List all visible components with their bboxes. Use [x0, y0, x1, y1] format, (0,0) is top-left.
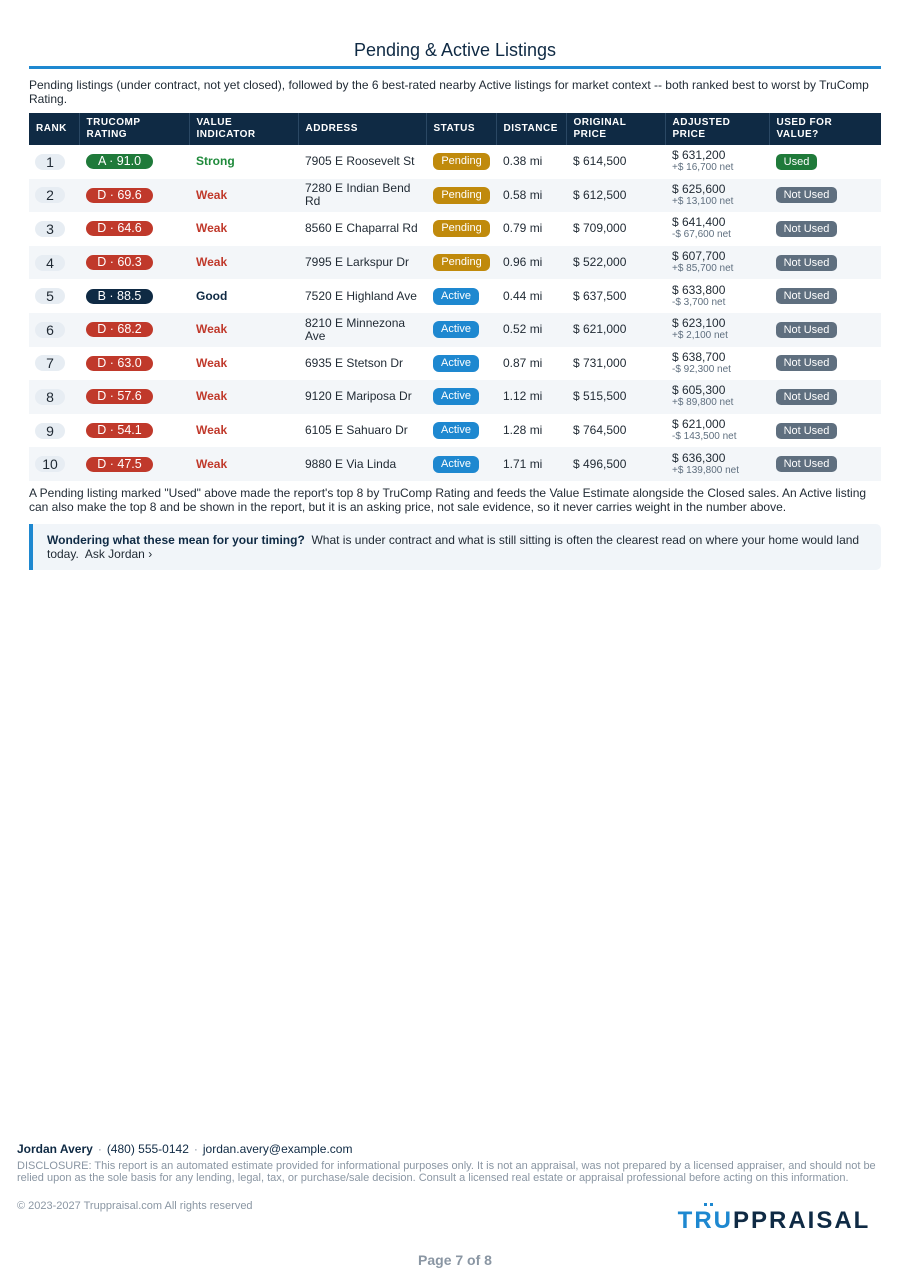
value-indicator-cell — [189, 313, 298, 347]
value-indicator: Weak — [196, 456, 228, 471]
rating-cell — [79, 347, 189, 381]
original-price-cell: $ 637,500 — [573, 288, 627, 303]
status-cell — [426, 447, 496, 481]
rank-badge: 6 — [35, 322, 65, 338]
address-cell: 8560 E Chaparral Rd — [305, 221, 418, 236]
table-row — [29, 246, 881, 280]
header-distance: DISTANCE — [496, 113, 566, 145]
value-indicator-cell — [189, 145, 298, 179]
used-for-value-cell — [769, 279, 881, 313]
rating-cell — [79, 414, 189, 448]
adjusted-price: $ 621,000 — [672, 417, 726, 432]
net-adjustment: +$ 139,800 net — [672, 464, 740, 476]
rating-cell — [79, 145, 189, 179]
used-for-value-badge: Not Used — [776, 255, 837, 271]
net-adjustment: +$ 85,700 net — [672, 263, 734, 275]
adjusted-price-cell — [665, 380, 769, 414]
value-indicator-cell — [189, 246, 298, 280]
used-for-value-badge: Not Used — [776, 456, 837, 472]
rank-cell — [29, 347, 79, 381]
original-price-cell: $ 731,000 — [573, 355, 627, 370]
rank-badge: 1 — [35, 154, 65, 170]
rank-badge: 7 — [35, 355, 65, 371]
used-for-value-cell — [769, 246, 881, 280]
trucomp-rating-badge: A · 91.0 — [86, 154, 153, 169]
used-for-value-cell — [769, 313, 881, 347]
trucomp-rating-badge: D · 47.5 — [86, 457, 153, 472]
contact-separator: · — [193, 1142, 198, 1156]
trucomp-rating-badge: D · 60.3 — [86, 255, 153, 270]
value-indicator: Weak — [196, 423, 228, 438]
header-adjusted-price: ADJUSTED PRICE — [665, 113, 769, 145]
value-indicator: Strong — [196, 154, 235, 169]
adjusted-price-cell — [665, 246, 769, 280]
rank-badge: 8 — [35, 389, 65, 405]
status-cell — [426, 279, 496, 313]
adjusted-price-cell — [665, 145, 769, 179]
rank-badge: 10 — [35, 456, 65, 472]
adjusted-price: $ 625,600 — [672, 181, 726, 196]
value-indicator: Good — [196, 288, 228, 303]
used-for-value-cell — [769, 380, 881, 414]
adjusted-price-cell — [665, 279, 769, 313]
original-price-cell: $ 496,500 — [566, 447, 665, 481]
truppraisal-logo — [658, 1203, 890, 1235]
rank-cell — [29, 145, 79, 179]
contact-separator: · — [97, 1142, 102, 1156]
value-indicator: Weak — [196, 255, 228, 270]
used-for-value-cell — [769, 414, 881, 448]
table-row — [29, 145, 881, 179]
header-original-price: ORIGINAL PRICE — [566, 113, 665, 145]
used-for-value-badge: Not Used — [776, 221, 837, 237]
distance-cell: 0.38 mi — [503, 154, 543, 169]
adjusted-price: $ 641,400 — [672, 215, 726, 230]
rating-cell — [79, 246, 189, 280]
adjusted-price-cell — [665, 447, 769, 481]
agent-email[interactable]: jordan.avery@example.com — [202, 1142, 353, 1156]
distance-cell: 0.44 mi — [503, 288, 543, 303]
address-cell: 7905 E Roosevelt St — [305, 154, 415, 169]
net-adjustment: -$ 92,300 net — [672, 363, 731, 375]
distance-cell: 1.71 mi — [496, 447, 566, 481]
original-price-cell: $ 764,500 — [573, 423, 627, 438]
timing-callout — [29, 524, 881, 570]
value-indicator: Weak — [196, 221, 228, 236]
rank-badge: 2 — [35, 187, 65, 203]
rating-cell — [79, 279, 189, 313]
header-value-indicator: VALUE INDICATOR — [189, 113, 298, 145]
address-cell: 7280 E Indian Bend Rd — [298, 179, 426, 213]
value-indicator-cell — [189, 279, 298, 313]
trucomp-rating-badge: D · 68.2 — [86, 322, 153, 337]
net-adjustment: +$ 16,700 net — [672, 162, 734, 174]
address-cell: 9120 E Mariposa Dr — [298, 380, 426, 414]
adjusted-price: $ 638,700 — [672, 349, 726, 364]
logo-dot — [704, 1203, 707, 1206]
rank-cell — [29, 279, 79, 313]
status-badge: Active — [433, 456, 479, 473]
page-number: Page 7 of 8 — [418, 1252, 492, 1268]
rank-cell — [29, 414, 79, 448]
address-cell: 6935 E Stetson Dr — [305, 355, 404, 370]
rating-cell — [79, 313, 189, 347]
adjusted-price-cell — [665, 313, 769, 347]
status-cell — [426, 347, 496, 381]
value-indicator-cell — [189, 347, 298, 381]
status-cell — [426, 380, 496, 414]
adjusted-price: $ 636,300 — [672, 450, 726, 465]
rank-badge: 4 — [35, 255, 65, 271]
rank-badge: 3 — [35, 221, 65, 237]
table-body — [29, 145, 881, 481]
value-indicator-cell — [189, 212, 298, 246]
adjusted-price-cell — [665, 179, 769, 213]
rating-cell — [79, 212, 189, 246]
adjusted-price: $ 605,300 — [672, 383, 726, 398]
header-status: STATUS — [426, 113, 496, 145]
original-price-cell: $ 709,000 — [573, 221, 627, 236]
header-trucomp-rating: TRUCOMP RATING — [79, 113, 189, 145]
rank-cell — [29, 380, 79, 414]
disclosure-text: DISCLOSURE: This report is an automated estimate provided for informational purposes only. It is not an appraisal, was not prepared by a licensed appraiser, and should not be relied upon as the sole basis for any lending, legal, tax, or purchase/sale decision. Consult a licensed real estate or appraisal professional before acting on this information. — [17, 1160, 876, 1184]
value-indicator-cell — [189, 414, 298, 448]
used-for-value-badge: Not Used — [776, 423, 837, 439]
rating-cell — [79, 380, 189, 414]
status-badge: Pending — [433, 187, 490, 204]
adjusted-price-cell — [665, 414, 769, 448]
net-adjustment: +$ 89,800 net — [672, 397, 734, 409]
original-price-cell: $ 515,500 — [566, 380, 665, 414]
used-for-value-badge: Not Used — [776, 187, 837, 203]
address-cell: 8210 E Minnezona Ave — [298, 313, 426, 347]
table-row — [29, 380, 881, 414]
rank-cell — [29, 447, 79, 481]
usage-note: A Pending listing marked "Used" above made the report's top 8 by TruComp Rating and feeds the Value Estimate alongside the Closed sales. An Active listing can also make the top 8 and be shown in the report, but it is an asking price, not sale evidence, so it never carries weight in the number above. — [29, 486, 867, 514]
value-indicator: Weak — [196, 322, 228, 337]
used-for-value-cell — [769, 145, 881, 179]
address-cell: 7995 E Larkspur Dr — [298, 246, 426, 280]
intro-text: Pending listings (under contract, not yet closed), followed by the 6 best-rated nearby Active listings for market context -- both ranked best to worst by TruComp Rating. — [29, 78, 869, 106]
value-indicator: Weak — [196, 187, 228, 202]
table-row — [29, 313, 881, 347]
trucomp-rating-badge: D · 64.6 — [86, 221, 153, 236]
used-for-value-cell — [769, 347, 881, 381]
table-row — [29, 279, 881, 313]
net-adjustment: +$ 13,100 net — [672, 195, 734, 207]
used-for-value-badge: Not Used — [776, 355, 837, 371]
status-cell — [426, 414, 496, 448]
copyright-text: © 2023-2027 Truppraisal.com All rights reserved — [17, 1200, 253, 1212]
used-for-value-badge: Not Used — [776, 389, 837, 405]
adjusted-price-cell — [665, 347, 769, 381]
logo-dot — [710, 1203, 713, 1206]
title-divider — [29, 66, 881, 69]
value-indicator-cell — [189, 447, 298, 481]
rank-cell — [29, 246, 79, 280]
rank-cell — [29, 313, 79, 347]
agent-name: Jordan Avery — [17, 1142, 93, 1156]
distance-cell: 0.96 mi — [496, 246, 566, 280]
original-price-cell: $ 612,500 — [566, 179, 665, 213]
address-cell: 7520 E Highland Ave — [305, 288, 417, 303]
table-row — [29, 347, 881, 381]
rank-badge: 9 — [35, 423, 65, 439]
used-for-value-cell — [769, 447, 881, 481]
status-cell — [426, 179, 496, 213]
rank-cell — [29, 179, 79, 213]
agent-contact — [17, 1142, 352, 1156]
status-badge: Active — [433, 388, 479, 405]
distance-cell: 0.87 mi — [503, 355, 543, 370]
table-header-row — [29, 113, 881, 145]
status-cell — [426, 212, 496, 246]
rank-cell — [29, 212, 79, 246]
value-indicator: Weak — [196, 355, 228, 370]
header-rank: RANK — [29, 113, 79, 145]
logo-wordmark: TRUPPRAISAL — [677, 1207, 871, 1234]
rating-cell — [79, 179, 189, 213]
used-for-value-badge: Not Used — [776, 322, 837, 338]
callout-body: What is under contract and what is still sitting is often the clearest read on where your home would land today. — [47, 533, 860, 561]
agent-phone[interactable]: (480) 555-0142 — [106, 1142, 189, 1156]
status-badge: Active — [433, 422, 479, 439]
original-price-cell: $ 621,000 — [566, 313, 665, 347]
value-indicator: Weak — [196, 389, 228, 404]
used-for-value-cell — [769, 179, 881, 213]
original-price-cell: $ 522,000 — [566, 246, 665, 280]
distance-cell: 1.12 mi — [496, 380, 566, 414]
ask-agent-link[interactable]: Ask Jordan › — [84, 547, 153, 561]
net-adjustment: -$ 143,500 net — [672, 431, 737, 443]
table-row — [29, 179, 881, 213]
status-badge: Pending — [433, 220, 490, 237]
used-for-value-badge: Used — [776, 154, 817, 170]
original-price-cell: $ 614,500 — [573, 154, 627, 169]
net-adjustment: -$ 67,600 net — [672, 229, 731, 241]
adjusted-price-cell — [665, 212, 769, 246]
status-badge: Active — [433, 288, 479, 305]
trucomp-rating-badge: B · 88.5 — [86, 289, 153, 304]
callout-question: Wondering what these mean for your timing? — [47, 533, 305, 547]
status-badge: Pending — [433, 153, 490, 170]
header-used-for-value: USED FOR VALUE? — [769, 113, 881, 145]
table-row — [29, 447, 881, 481]
adjusted-price: $ 633,800 — [672, 282, 726, 297]
adjusted-price: $ 631,200 — [672, 148, 726, 163]
used-for-value-cell — [769, 212, 881, 246]
trucomp-rating-badge: D · 63.0 — [86, 356, 153, 371]
trucomp-rating-badge: D · 54.1 — [86, 423, 153, 438]
status-badge: Active — [433, 321, 479, 338]
value-indicator-cell — [189, 179, 298, 213]
status-cell — [426, 246, 496, 280]
trucomp-rating-badge: D · 57.6 — [86, 389, 153, 404]
net-adjustment: +$ 2,100 net — [672, 330, 728, 342]
address-cell: 6105 E Sahuaro Dr — [305, 423, 408, 438]
rating-cell — [79, 447, 189, 481]
trucomp-rating-badge: D · 69.6 — [86, 188, 153, 203]
distance-cell: 0.58 mi — [496, 179, 566, 213]
status-badge: Pending — [433, 254, 490, 271]
rank-badge: 5 — [35, 288, 65, 304]
net-adjustment: -$ 3,700 net — [672, 296, 726, 308]
adjusted-price: $ 623,100 — [672, 316, 726, 331]
used-for-value-badge: Not Used — [776, 288, 837, 304]
table-row — [29, 212, 881, 246]
address-cell: 9880 E Via Linda — [298, 447, 426, 481]
table-row — [29, 414, 881, 448]
value-indicator-cell — [189, 380, 298, 414]
status-badge: Active — [433, 355, 479, 372]
distance-cell: 1.28 mi — [503, 423, 543, 438]
status-cell — [426, 145, 496, 179]
adjusted-price: $ 607,700 — [672, 249, 726, 264]
header-address: ADDRESS — [298, 113, 426, 145]
page-title: Pending & Active Listings — [353, 40, 557, 60]
distance-cell: 0.79 mi — [503, 221, 543, 236]
distance-cell: 0.52 mi — [496, 313, 566, 347]
status-cell — [426, 313, 496, 347]
listings-table — [29, 113, 881, 481]
